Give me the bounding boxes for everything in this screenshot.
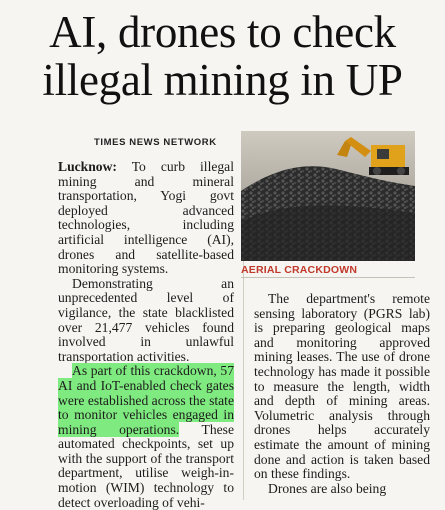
- paragraph-1: [58, 160, 234, 277]
- caption-divider: [241, 277, 415, 278]
- mining-photo-illustration: [241, 131, 415, 261]
- headline-line-2: illegal mining in UP: [42, 55, 403, 105]
- article-column-right: [254, 292, 430, 496]
- paragraph-1-text: To curb illegal mining and mineral transportation, Yogi govt deployed advanced technologies, including artificial intelligence (AI), drones and satellite-based monitoring systems.: [58, 159, 234, 277]
- right-paragraph-2: Drones are also being: [268, 480, 387, 496]
- paragraph-2: Demonstrating an unprecedented level of vigilance, the state blacklisted over 21,477 vehicles found involved in unlawful transportation activities.: [58, 275, 234, 364]
- paragraph-3: [58, 364, 234, 510]
- mining-site-photo: [241, 131, 415, 261]
- byline: TIMES NEWS NETWORK: [94, 137, 217, 148]
- photo-caption: AERIAL CRACKDOWN: [241, 264, 358, 276]
- right-paragraph-1: The department's remote sensing laboratory (PGRS lab) is preparing geological maps and monitoring approved mining leases. The use of drone technology has made it possible to measure the length, width and depth of mining areas. Volumetric analysis through drones helps accurately estimate the amount of mining done and action is taken based on these findings.: [254, 291, 430, 482]
- highlighted-text: As part of this crackdown, 57 AI and IoT-enabled check gates were established across the state to monitor vehicles engaged in mining operations.: [58, 363, 234, 437]
- paragraph-3-text: These automated checkpoints, set up with the support of the transport department, utilise weigh-in-motion (WIM) technology to detect overloading of vehi-: [58, 421, 234, 510]
- dateline: Lucknow:: [58, 159, 117, 174]
- headline: [0, 8, 445, 104]
- article-column-left: [58, 160, 234, 510]
- headline-line-1: AI, drones to check: [49, 7, 396, 57]
